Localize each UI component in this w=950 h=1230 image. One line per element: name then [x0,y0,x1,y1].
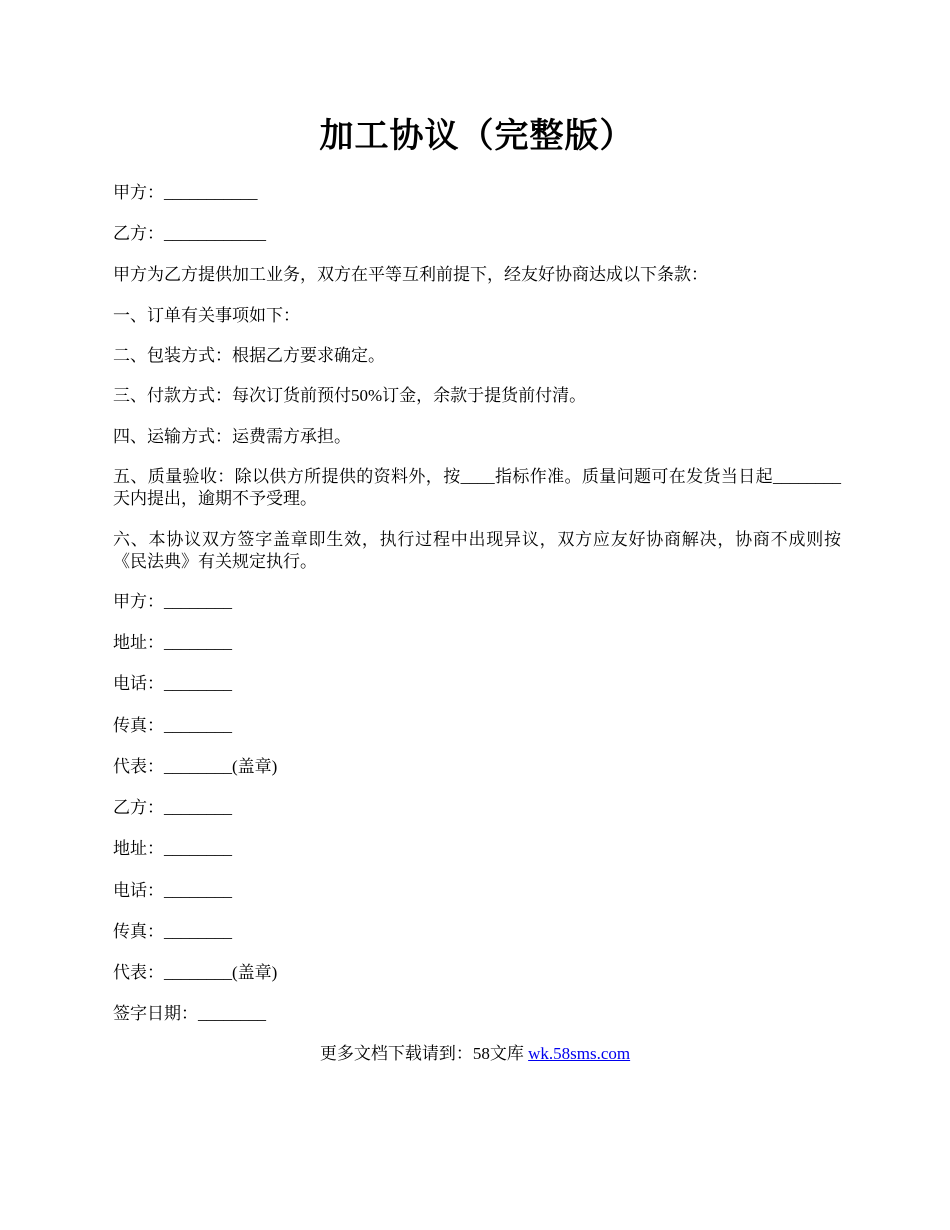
document-title: 加工协议（完整版） [319,118,635,155]
clause-5: 五、质量验收：除以供方所提供的资料外，按____指标作准。质量问题可在发货当日起________天内提出，逾期不予受理。 [113,467,841,508]
party-b-address: 地址：________ [113,839,232,858]
party-a-address: 地址：________ [113,633,232,652]
party-a-name: 甲方：________ [113,592,232,611]
party-a-fax: 传真：________ [113,716,232,735]
clause-1: 一、订单有关事项如下： [113,306,300,325]
party-b-representative: 代表：________(盖章) [113,963,278,982]
clause-4: 四、运输方式：运费需方承担。 [113,427,351,446]
party-a-phone: 电话：________ [113,674,232,693]
party-a-header: 甲方：___________ [113,183,258,202]
party-b-header: 乙方：____________ [113,224,266,243]
party-b-phone: 电话：________ [113,881,232,900]
party-b-name: 乙方：________ [113,798,232,817]
clause-3: 三、付款方式：每次订货前预付50%订金，余款于提货前付清。 [113,386,587,405]
clause-2: 二、包装方式：根据乙方要求确定。 [113,346,385,365]
party-b-fax: 传真：________ [113,922,232,941]
clause-6: 六、本协议双方签字盖章即生效，执行过程中出现异议，双方应友好协商解决，协商不成则按《民法典》有关规定执行。 [113,530,841,571]
intro-paragraph: 甲方为乙方提供加工业务，双方在平等互利前提下，经友好协商达成以下条款： [113,265,708,284]
footer-prefix: 更多文档下载请到：58文库 [319,1044,529,1063]
party-a-representative: 代表：________(盖章) [113,757,278,776]
sign-date: 签字日期：________ [113,1004,266,1023]
footer [0,1043,950,1065]
footer-link[interactable]: wk.58sms.com [528,1044,631,1063]
